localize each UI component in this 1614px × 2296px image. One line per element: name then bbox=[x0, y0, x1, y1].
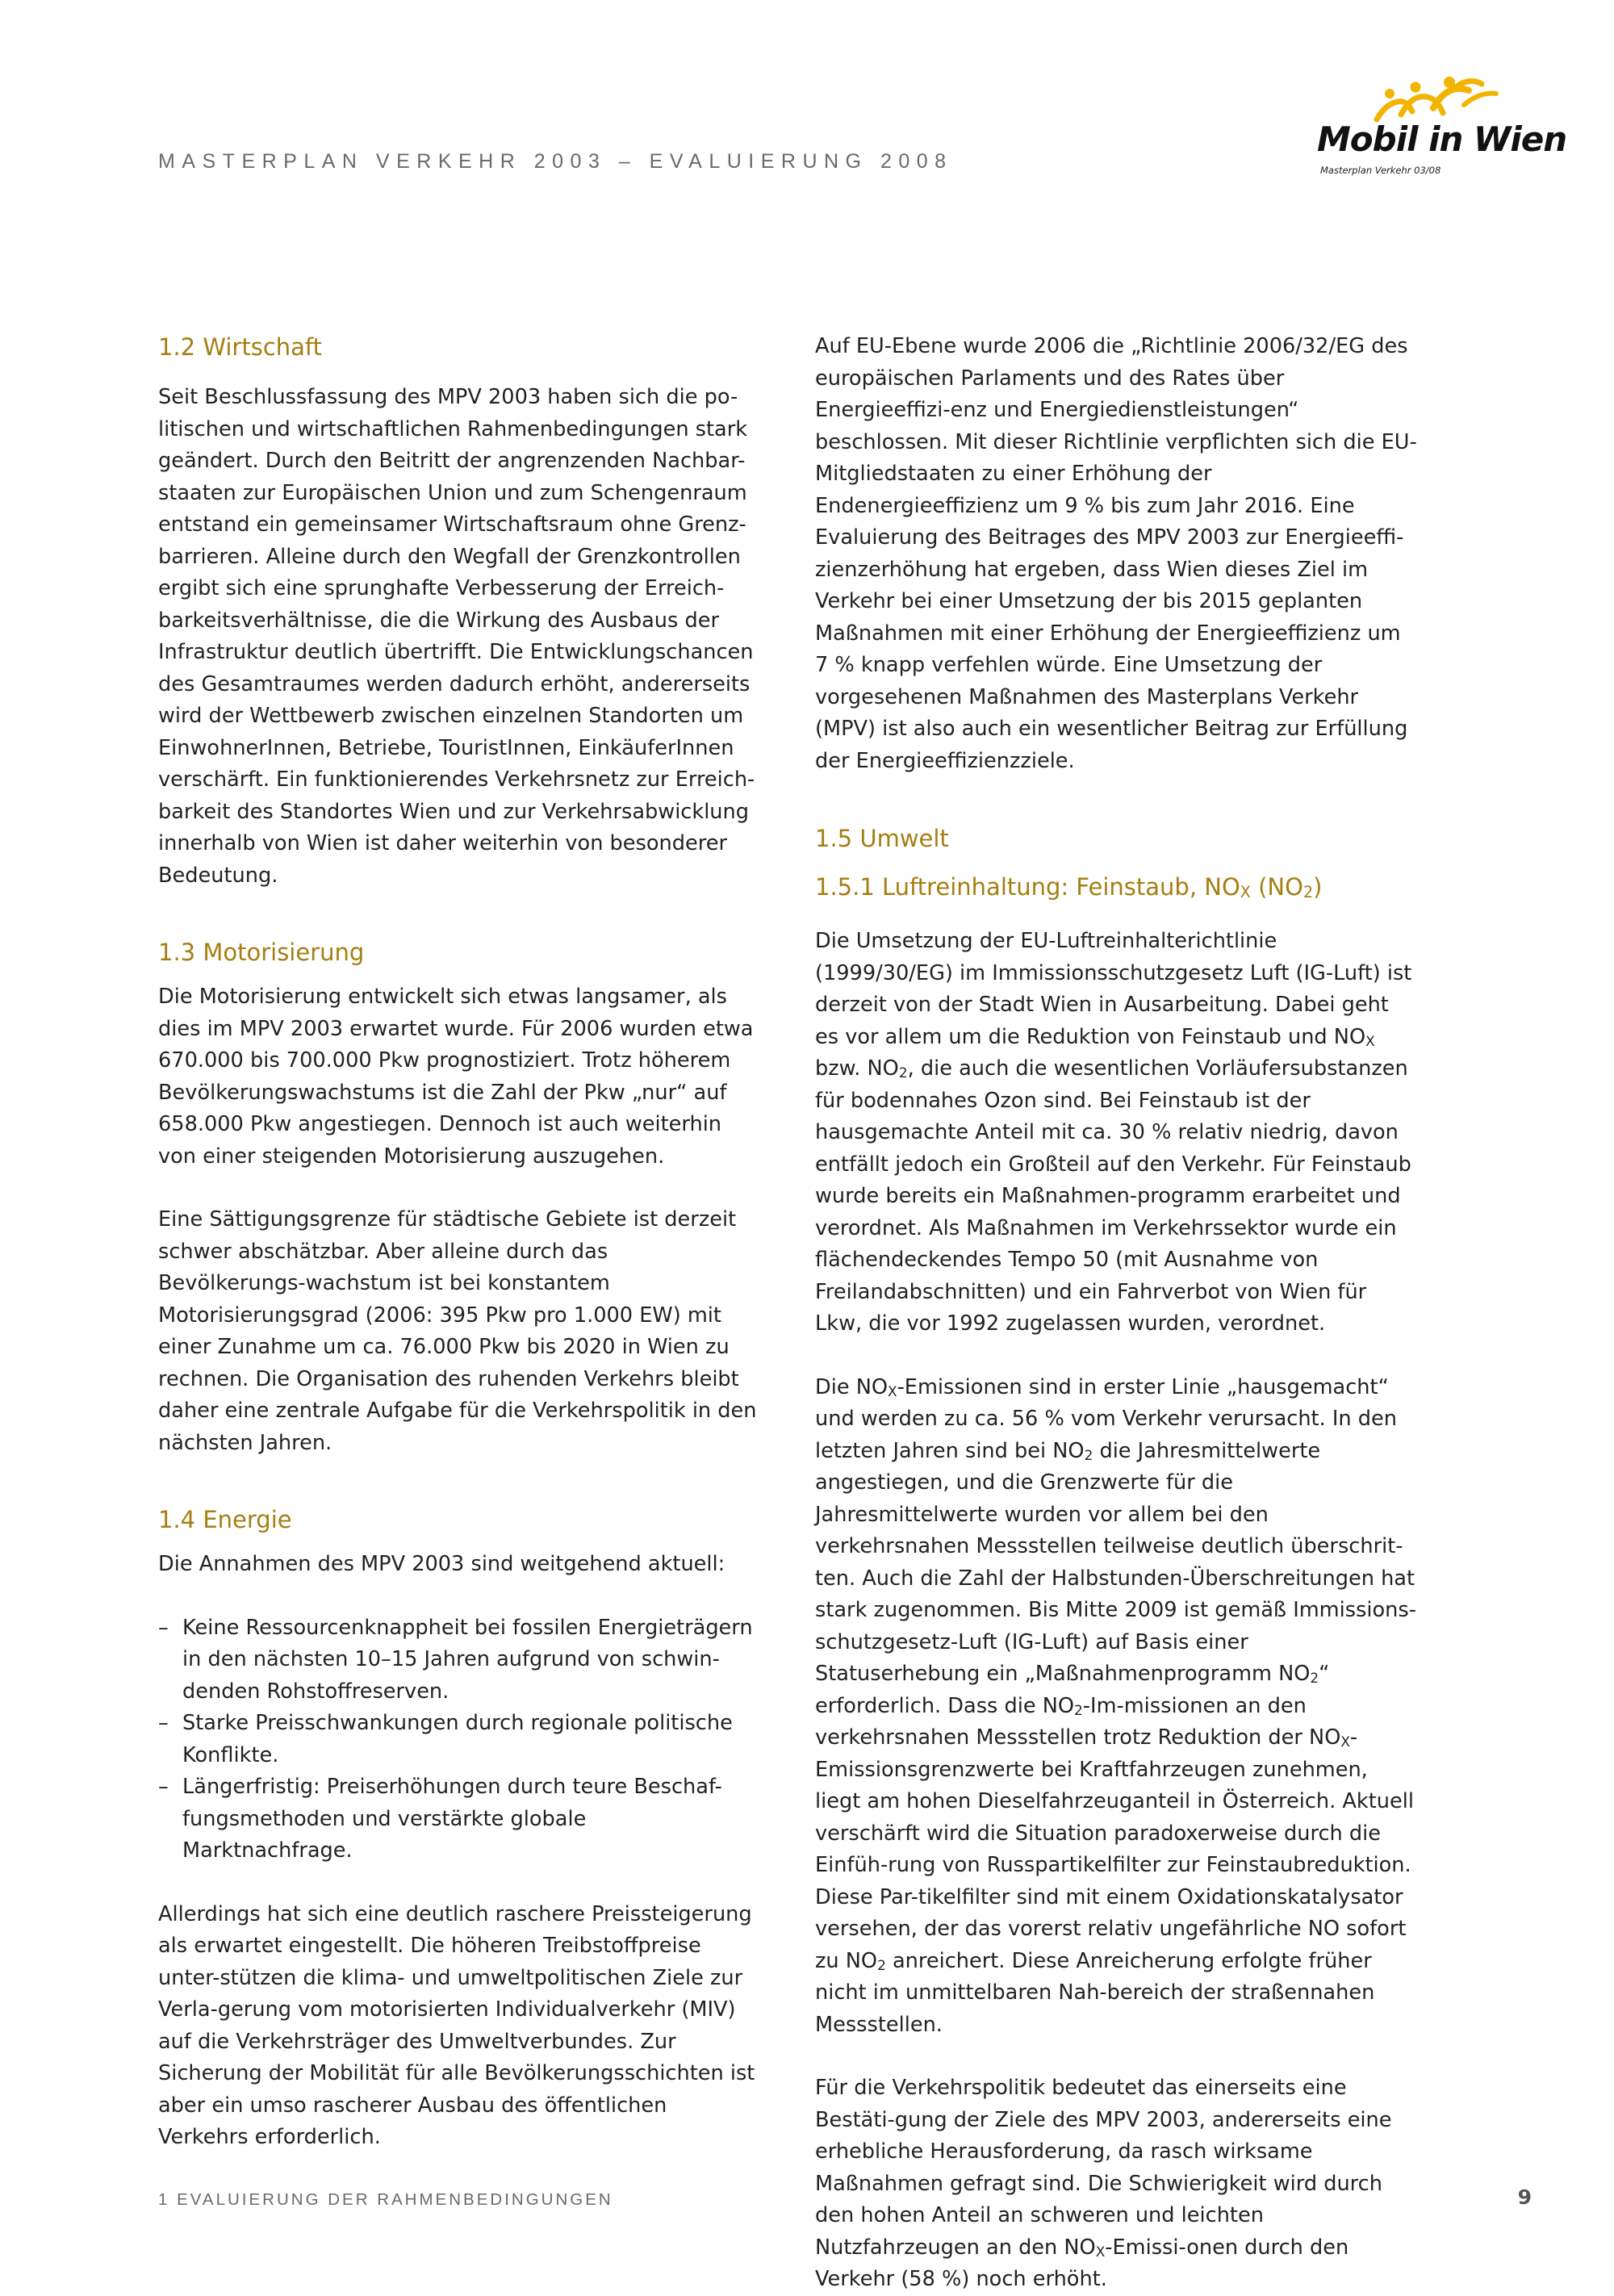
heading-wirtschaft: 1.2 Wirtschaft bbox=[158, 333, 322, 361]
right-column bbox=[815, 331, 1417, 2296]
heading-luftreinhaltung: 1.5.1 Luftreinhaltung: Feinstaub, $NO_X$ $(NO_2)$ bbox=[815, 873, 1323, 902]
left-column bbox=[158, 331, 760, 2154]
paragraph-wirtschaft: Seit Beschlussfassung des MPV 2003 haben sich die po-litischen und wirtschaftlichen Rahmenbedingungen stark geändert. Durch den Beitritt der angrenzenden Nachbar-staaten zur Europäischen Union und zum Schengenraum entstand ein gemeinsamer Wirtschaftsraum ohne Grenz-barrieren. Alleine durch den Wegfall der Grenzkontrollen ergibt sich eine sprunghafte Verbesserung der Erreich-barkeitsverhältnisse, die die Wirkung des Ausbaus der Infrastruktur deutlich übertrifft. Die Entwicklungschancen des Gesamtraumes werden dadurch erhöht, andererseits wird der Wettbewerb zwischen einzelnen Standorten um EinwohnerInnen, Betriebe, TouristInnen, EinkäuferInnen verschärft. Ein funktionierendes Verkehrsnetz zur Erreich-barkeit des Standortes Wien und zur Verkehrsabwicklung innerhalb von Wien ist daher weiterhin von besonderer Bedeutung. bbox=[158, 385, 755, 888]
paragraph-umwelt-1: Die Umsetzung der EU-Luftreinhalterichtlinie (1999/30/EG) im Immissionsschutzgesetz Luft (IG-Luft) ist derzeit von der Stadt Wien in Ausarbeitung. Dabei geht es vor allem um die Reduktion von Feinstaub und $NO_X$ bzw. $NO_2$, die auch die wesentlichen Vorläufersubstanzen für bodennahes Ozon sind. Bei Feinstaub ist der hausgemachte Anteil mit ca. 30 % relativ niedrig, davon entfällt jedoch ein Großteil auf den Verkehr. Für Feinstaub wurde bereits ein Maßnahmen-programm erarbeitet und verordnet. Als Maßnahmen im Verkehrssektor wurde ein flächendeckendes Tempo 50 (mit Ausnahme von Freilandabschnitten) und ein Fahrverbot von Wien für Lkw, die vor 1992 zugelassen wurden, verordnet. bbox=[815, 929, 1412, 1336]
heading-energie: 1.4 Energie bbox=[158, 1506, 292, 1533]
page-number: 9 bbox=[1517, 2185, 1532, 2209]
list-item: – Starke Preisschwankungen durch regionale politische Konflikte. bbox=[158, 1708, 760, 1771]
paragraph-motorisierung-2: Eine Sättigungsgrenze für städtische Gebiete ist derzeit schwer abschätzbar. Aber alleine durch das Bevölkerungs-wachstum ist bei konstantem Motorisierungsgrad (2006: 395 Pkw pro 1.000 EW) mit einer Zunahme um ca. 76.000 Pkw bis 2020 in Wien zu rechnen. Die Organisation des ruhenden Verkehrs bleibt daher eine zentrale Aufgabe für die Verkehrspolitik in den nächsten Jahren. bbox=[158, 1207, 757, 1455]
paragraph-energie-intro: Die Annahmen des MPV 2003 sind weitgehend aktuell: bbox=[158, 1552, 725, 1576]
list-item: – Keine Ressourcenknappheit bei fossilen Energieträgern in den nächsten 10–15 Jahren aufgrund von schwin-denden Rohstoffreserven. bbox=[158, 1612, 760, 1708]
heading-motorisierung: 1.3 Motorisierung bbox=[158, 939, 365, 966]
paragraph-energie-2: Allerdings hat sich eine deutlich raschere Preissteigerung als erwartet eingestellt. Die höheren Treibstoffpreise unter-stützen die klima- und umweltpolitischen Ziele zur Verla-gerung vom motorisierten Individualverkehr (MIV) auf die Verkehrsträger des Umweltverbundes. Zur Sicherung der Mobilität für alle Bevölkerungsschichten ist aber ein umso rascherer Ausbau des öffentlichen Verkehrs erforderlich. bbox=[158, 1901, 755, 2149]
logo-subtitle: Masterplan Verkehr 03/08 bbox=[1320, 165, 1441, 176]
logo bbox=[1309, 73, 1567, 186]
heading-umwelt: 1.5 Umwelt bbox=[815, 825, 949, 852]
footer-chapter: 1 EVALUIERUNG DER RAHMENBEDINGUNGEN bbox=[158, 2190, 613, 2209]
paragraph-umwelt-3: Für die Verkehrspolitik bedeutet das einerseits eine Bestäti-gung der Ziele des MPV 2003, andererseits eine erhebliche Herausforderung, da rasch wirksame Maßnahmen gefragt sind. Die Schwierigkeit wird durch den hohen Anteil an schweren und leichten Nutzfahrzeugen an den $NO_X-Emissi$-onen durch den Verkehr (58 %) noch erhöht. bbox=[815, 2076, 1392, 2291]
list-item: – Längerfristig: Preiserhöhungen durch teure Beschaf-fungsmethoden und verstärkte globale Marktnachfrage. bbox=[158, 1771, 760, 1867]
paragraph-energie-3: Auf EU-Ebene wurde 2006 die „Richtlinie 2006/32/EG des europäischen Parlaments und des Rates über Energieeffizi-enz und Energiedienstleistungen“ beschlossen. Mit dieser Richtlinie verpflichten sich die EU-Mitgliedstaaten zu einer Erhöhung der Endenergieeffizienz um 9 % bis zum Jahr 2016. Eine Evaluierung des Beitrages des MPV 2003 zur Energieeffi-zienzerhöhung hat ergeben, dass Wien dieses Ziel im Verkehr bei einer Umsetzung der bis 2015 geplanten Maßnahmen mit einer Erhöhung der Energieeffizienz um 7 % knapp verfehlen würde. Eine Umsetzung der vorgesehenen Maßnahmen des Masterplans Verkehr (MPV) ist also auch ein wesentlicher Beitrag zur Erfüllung der Energieeffizienzziele. bbox=[815, 334, 1417, 773]
logo-figures-icon bbox=[1365, 73, 1527, 126]
paragraph-umwelt-2: Die $NO_X$-Emissionen sind in erster Linie „hausgemacht“ und werden zu ca. 56 % vom Verkehr verursacht. In den letzten Jahren sind bei $NO_2$ die Jahresmittelwerte angestiegen, und die Grenzwerte für die Jahresmittelwerte wurden vor allem bei den verkehrsnahen Messstellen teilweise deutlich überschrit-ten. Auch die Zahl der Halbstunden-Überschreitungen hat stark zugenommen. Bis Mitte 2009 ist gemäß Immissions-schutzgesetz-Luft (IG-Luft) auf Basis einer Statuserhebung ein „Maßnahmenprogramm $NO_2“$ erforderlich. Dass die $NO_2-Im$-missionen an den verkehrsnahen Messstellen trotz Reduktion der $NO_X$-Emissionsgrenzwerte bei Kraftfahrzeugen zunehmen, liegt am hohen Dieselfahrzeuganteil in Österreich. Aktuell verschärft wird die Situation paradoxerweise durch die Einfüh-rung von Russpartikelfilter zur Feinstaubreduktion. Diese Par-tikelfilter sind mit einem Oxidationskatalysator versehen, der das vorerst relativ ungefährliche NO sofort zu $NO_2$ anreichert. Diese Anreicherung erfolgte früher nicht im unmittelbaren Nah-bereich der straßennahen Messstellen. bbox=[815, 1374, 1416, 2037]
logo-title: Mobil in Wien bbox=[1317, 119, 1567, 159]
paragraph-motorisierung-1: Die Motorisierung entwickelt sich etwas langsamer, als dies im MPV 2003 erwartet wurde. Für 2006 wurden etwa 670.000 bis 700.000 Pkw prognostiziert. Trotz höherem Bevölkerungswachstums ist die Zahl der Pkw „nur“ auf 658.000 Pkw angestiegen. Dennoch ist auch weiterhin von einer steigenden Motorisierung auszugehen. bbox=[158, 985, 754, 1169]
running-title: MASTERPLAN VERKEHR 2003 – EVALUIERUNG 2008 bbox=[158, 150, 953, 173]
energie-list bbox=[158, 1612, 760, 1867]
